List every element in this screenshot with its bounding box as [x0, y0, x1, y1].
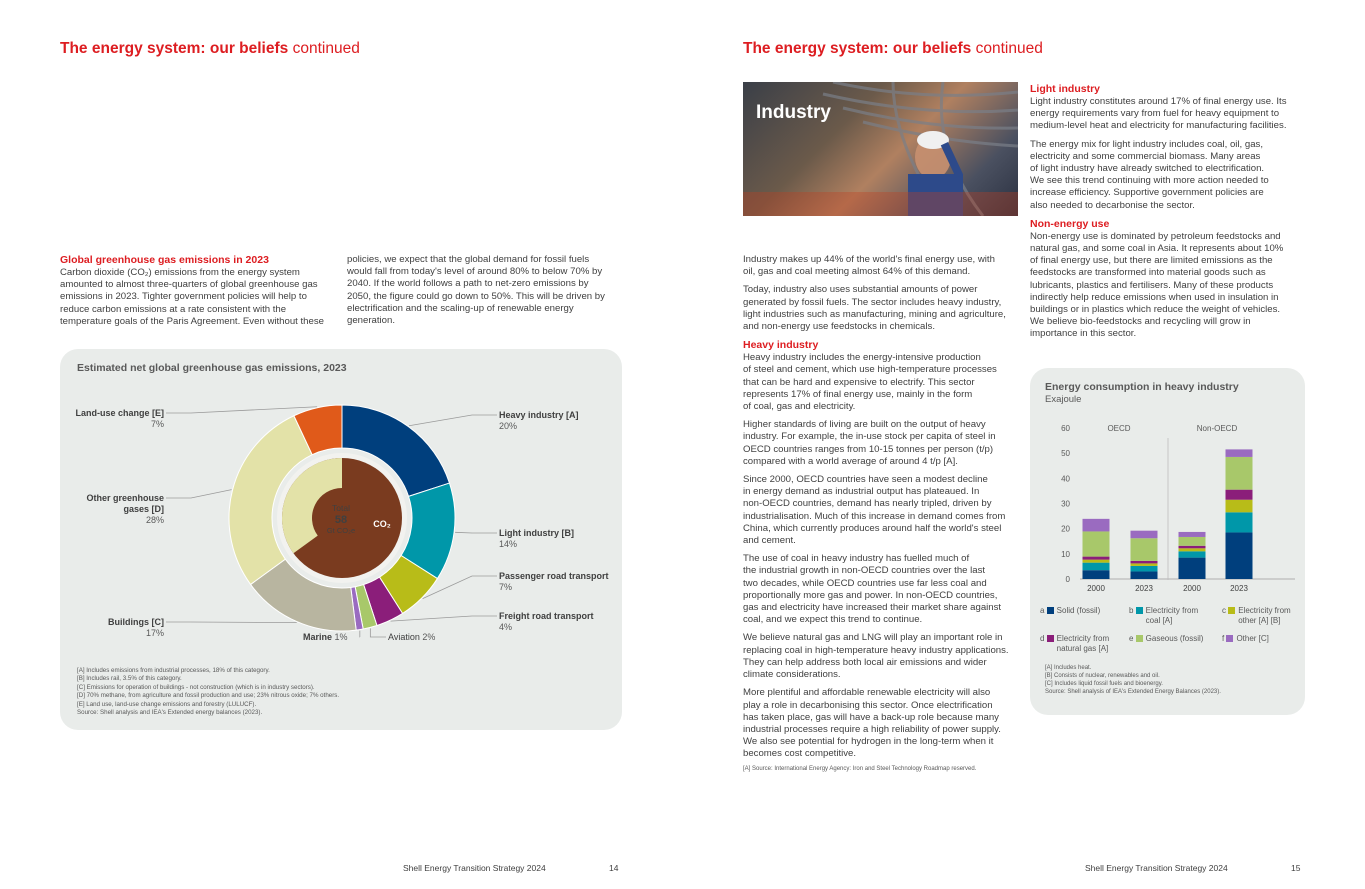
text-line: gas and electricity have increased their market share against	[743, 602, 1002, 614]
text-line: proportionally more gas and power. In non-OECD countries,	[743, 589, 998, 601]
legend-item	[1040, 606, 1119, 616]
leader-line	[166, 407, 317, 413]
text-line: They can help address both local air emissions and wider	[743, 656, 987, 668]
page-title-right	[743, 40, 1043, 58]
legend-swatch	[1136, 607, 1143, 614]
text-line: natural gas, and some coal in Asia. It represents about 10%	[1030, 243, 1284, 255]
text-line: increase efficiency. Supportive government policies are	[1030, 187, 1264, 199]
paragraph	[743, 687, 1023, 760]
industry-photo	[743, 82, 1018, 216]
ghg-text-column-2	[347, 254, 622, 327]
ghg-footnotes: [A] Includes emissions from industrial processes, 18% of this category. [B] Includes rail, 3.5% of this category. [C] Emissions for operation of buildings - not construction (which is in industry sectors). [D] 70% methane, from agriculture and fossil production and use; 23% nitrous oxide; 7% others. [E] Land use, land-use change emissions and forestry (LULUCF). Source: Shell analysis and IEA's Extended energy balances (2023).	[77, 667, 340, 717]
text-line: energy requirements vary from fuel for heavy equipment to	[1030, 108, 1280, 120]
paragraph	[1030, 96, 1305, 133]
bar-segment	[1179, 537, 1206, 546]
legend-swatch	[1226, 635, 1233, 642]
label-passenger-road: Passenger road transport 7%	[499, 571, 609, 592]
source-note: [A] Source: International Energy Agency: Iron and Steel Technology Roadmap reserved.	[743, 765, 977, 772]
page-title-left	[60, 40, 360, 58]
legend-key: c	[1222, 606, 1229, 615]
text-line: that can be hard and expensive to electrify. This sector	[743, 376, 975, 388]
paragraph	[1030, 231, 1305, 341]
label-heavy-industry: Heavy industry [A] 20%	[499, 410, 579, 431]
bar-segment	[1083, 560, 1110, 563]
bar-segment	[1226, 512, 1253, 532]
legend-label: Gaseous (fossil)	[1145, 634, 1204, 643]
y-tick-label: 40	[1061, 474, 1070, 484]
y-tick-label: 0	[1065, 575, 1070, 584]
text-line: reduce carbon emissions at a rate consistent with the	[60, 303, 287, 315]
text-line: non-OECD countries, demand has nearly tripled, driven by	[743, 498, 992, 510]
bar-chart	[1030, 368, 1305, 598]
label-freight-road: Freight road transport 4%	[499, 611, 594, 632]
y-tick-label: 50	[1061, 449, 1070, 459]
label-other-ghg: Other greenhouse gases [D] 28%	[86, 493, 164, 525]
text-line: indirectly help reduce emissions when used in insulation in	[1030, 291, 1279, 303]
bar-segment	[1226, 500, 1253, 513]
bar-segment	[1131, 538, 1158, 561]
text-line: Light industry constitutes around 17% of final energy use. Its	[1030, 96, 1287, 107]
x-tick-label: 2023	[1230, 584, 1248, 593]
text-line: Non-energy use is dominated by petroleum feedstocks and	[1030, 230, 1281, 242]
ghg-chart-title: Estimated net global greenhouse gas emissions, 2023	[77, 362, 347, 374]
bar-segment	[1083, 563, 1110, 571]
bar-segment	[1179, 532, 1206, 537]
footer-page-right: 15	[1291, 863, 1301, 873]
text-line: compared with a world average of around 4 t/p [A].	[743, 455, 958, 467]
bar-segment	[1226, 532, 1253, 579]
text-line: represents 17% of final energy use, mainly in the form	[743, 388, 973, 400]
text-line: Higher standards of living are built on the output of heavy	[743, 419, 986, 431]
legend-swatch	[1047, 635, 1054, 642]
text-line: lubricants, plastics and fertilisers. Many of these products	[1030, 279, 1274, 291]
legend-key: a	[1040, 606, 1047, 615]
text-line: and non-energy use feedstocks in chemicals.	[743, 321, 935, 333]
bar-segment	[1226, 457, 1253, 490]
legend-key: b	[1129, 606, 1136, 615]
label-land-use: Land-use change [E] 7%	[75, 408, 164, 429]
legend-label: Solid (fossil)	[1056, 606, 1101, 615]
text-line: the industrial growth in non-OECD countries over the last	[743, 565, 986, 577]
legend-key: d	[1040, 634, 1047, 643]
bar-segment	[1179, 558, 1206, 579]
paragraph	[743, 419, 1023, 468]
group-label-oecd: OECD	[1107, 424, 1131, 433]
bar-segment	[1083, 570, 1110, 579]
text-line: importance in this sector.	[1030, 328, 1137, 340]
footer-page-left: 14	[609, 863, 619, 873]
text-line: of final energy use, but there are limited emissions as the	[1030, 255, 1273, 267]
text-line: We also see potential for hydrogen in the long-term when it	[743, 736, 994, 748]
legend-item	[1040, 634, 1119, 654]
text-line: becomes cost competitive.	[743, 748, 857, 760]
bar-segment	[1131, 571, 1158, 579]
legend-item	[1129, 606, 1208, 626]
text-line: generated by fossil fuels. The sector includes heavy industry,	[743, 296, 1002, 308]
bar-footnotes: [A] Includes heat. [B] Consists of nuclear, renewables and oil. [C] Includes liquid fossil fuels and bioenergy. Source: Shell analysis of IEA's Extended Energy Balances (2023).	[1045, 665, 1221, 695]
text-line: emissions in 2023. Tighter government policies will help to	[60, 291, 307, 303]
leader-line	[409, 415, 497, 426]
paragraph	[743, 352, 1023, 413]
text-line: More plentiful and affordable renewable electricity will also	[743, 687, 991, 699]
heavy-industry-heading: Heavy industry	[743, 339, 819, 352]
text-line: The use of coal in heavy industry has fuelled much of	[743, 553, 970, 565]
legend-label: Electricity from coal [A]	[1145, 606, 1199, 625]
label-buildings: Buildings [C] 17%	[108, 617, 164, 638]
text-line: generation.	[347, 315, 396, 327]
bar-chart-unit: Exajoule	[1045, 394, 1082, 405]
legend-label: Electricity from other [A] [B]	[1238, 606, 1291, 625]
legend-swatch	[1047, 607, 1054, 614]
paragraph	[1030, 139, 1305, 212]
text-line: policies, we expect that the global demand for fossil fuels	[347, 254, 590, 265]
text-line: industrialisation. Much of this increase in demand comes from	[743, 510, 1006, 522]
text-line: of light industry have already switched to electrification.	[1030, 163, 1265, 175]
text-line: We believe bio-feedstocks and recycling will grow in	[1030, 316, 1251, 328]
text-line: 2040. If the world follows a path to net-zero emissions by	[347, 278, 589, 290]
text-line: replacing coal in high-temperature heavy industry applications.	[743, 644, 1009, 656]
text-line: Today, industry also uses substantial amounts of power	[743, 284, 978, 296]
non-energy-heading: Non-energy use	[1030, 217, 1110, 230]
legend-item	[1222, 606, 1300, 626]
bar-segment	[1083, 557, 1110, 560]
label-light-industry: Light industry [B] 14%	[499, 528, 574, 549]
y-tick-label: 10	[1061, 549, 1070, 559]
text-line: play a role in decarbonising this sector. Once electrification	[743, 699, 993, 711]
legend-item	[1129, 634, 1208, 644]
text-line: electricity and some commercial biomass. Many areas	[1030, 150, 1261, 162]
center-total-unit: Gt CO₂e	[326, 526, 356, 535]
legend-key: f	[1222, 634, 1227, 643]
text-line: of steel and cement, which use high-temperature processes	[743, 364, 997, 376]
text-line: climate considerations.	[743, 669, 841, 681]
bar-segment	[1083, 531, 1110, 556]
text-line: also needed to decarbonise the sector.	[1030, 199, 1195, 211]
text-line: China, which currently produces around half the world's steel	[743, 522, 1002, 534]
heavy-industry-chart-panel	[1030, 368, 1305, 715]
text-line: in energy demand as industrial output has plateaued. In	[743, 486, 980, 498]
y-tick-label: 30	[1061, 499, 1070, 509]
industry-side-text	[1030, 83, 1305, 347]
title-continued: continued	[975, 40, 1043, 57]
title-main: The energy system: our beliefs	[60, 40, 289, 57]
legend-swatch	[1228, 607, 1235, 614]
bar-segment	[1131, 566, 1158, 572]
bar-segment	[1179, 548, 1206, 551]
text-line: feedstocks are transformed into material goods such as	[1030, 267, 1266, 279]
title-continued: continued	[292, 40, 360, 57]
text-line: industrial processes require a high reliability of power supply.	[743, 723, 1001, 735]
light-industry-heading: Light industry	[1030, 83, 1100, 95]
paragraph	[743, 632, 1023, 681]
text-line: OECD countries ranges from 10-15 tonnes per person (t/p)	[743, 443, 994, 455]
legend-label: Other [C]	[1236, 634, 1269, 643]
text-line: We believe natural gas and LNG will play an important role in	[743, 632, 1003, 644]
title-main: The energy system: our beliefs	[743, 40, 972, 57]
co2-label: CO₂	[373, 519, 391, 529]
text-line: Since 2000, OECD countries have seen a modest decline	[743, 474, 988, 486]
bar-segment	[1179, 551, 1206, 557]
bar-segment	[1131, 531, 1158, 539]
label-marine: Marine 1%	[303, 632, 348, 642]
paragraph	[743, 284, 1023, 333]
text-line: 2050, the figure could go down to 50%. This will be driven by	[347, 290, 605, 302]
text-line: Industry makes up 44% of the world's final energy use, with	[743, 254, 995, 265]
bar-segment	[1226, 490, 1253, 500]
leader-line	[166, 490, 232, 498]
x-tick-label: 2023	[1135, 584, 1153, 593]
x-tick-label: 2000	[1183, 584, 1201, 593]
legend-key: e	[1129, 634, 1136, 643]
text-line: of coal, gas and electricity.	[743, 401, 856, 413]
legend-swatch	[1136, 635, 1143, 642]
ghg-body-2	[347, 254, 622, 327]
leader-line	[455, 532, 497, 533]
y-tick-label: 20	[1061, 524, 1070, 534]
center-total-value: 58	[334, 514, 348, 526]
text-line: industry. For example, the in-use stock per capita of steel in	[743, 431, 996, 443]
text-line: and cement.	[743, 535, 796, 547]
legend-label: Electricity from natural gas [A]	[1056, 634, 1110, 653]
text-line: Heavy industry includes the energy-intensive production	[743, 352, 981, 364]
text-line: oil, gas and coal meeting almost 64% of this demand.	[743, 266, 971, 278]
legend-item	[1222, 634, 1298, 644]
y-tick-label: 60	[1061, 424, 1070, 433]
ghg-heading: Global greenhouse gas emissions in 2023	[60, 254, 269, 266]
label-aviation: Aviation 2%	[388, 632, 436, 642]
text-line: amounted to almost three-quarters of global greenhouse gas	[60, 279, 318, 291]
paragraph	[743, 474, 1023, 547]
text-line: light industries such as manufacturing, mining and agriculture,	[743, 308, 1006, 320]
paragraph	[743, 553, 1023, 626]
ghg-body-1	[60, 267, 335, 328]
footer-doc-right: Shell Energy Transition Strategy 2024	[1085, 863, 1228, 873]
bar-segment	[1083, 519, 1110, 532]
group-label-non-oecd: Non-OECD	[1196, 424, 1238, 433]
text-line: coal, and we expect this trend to continue.	[743, 614, 923, 626]
text-line: has taken place, gas will have a back-up role because many	[743, 711, 999, 723]
x-tick-label: 2000	[1087, 584, 1105, 593]
bar-segment	[1226, 449, 1253, 457]
center-total-label: Total	[332, 503, 350, 513]
text-line: medium-level heat and electricity for manufacturing facilities.	[1030, 120, 1287, 132]
ghg-chart-panel	[60, 349, 622, 730]
text-line: Carbon dioxide (CO₂) emissions from the energy system	[60, 267, 300, 278]
footer-doc-left: Shell Energy Transition Strategy 2024	[403, 863, 546, 873]
bar-chart-title: Energy consumption in heavy industry	[1045, 381, 1239, 393]
leader-line	[166, 622, 297, 623]
bar-segment	[1131, 563, 1158, 566]
text-line: We see this trend continuing with more action needed to	[1030, 175, 1269, 187]
bar-segment	[1131, 561, 1158, 564]
leader-line	[391, 616, 497, 621]
paragraph	[743, 254, 1023, 278]
leader-line	[370, 628, 386, 637]
text-line: buildings or in plastics which reduce the weight of vehicles.	[1030, 304, 1281, 316]
ghg-text-column-1	[60, 254, 335, 328]
text-line: electrification and the scaling-up of renewable energy	[347, 302, 574, 314]
text-line: The energy mix for light industry includes coal, oil, gas,	[1030, 138, 1264, 150]
industry-main-text	[743, 254, 1023, 773]
text-line: temperature goals of the Paris Agreement. Even without these	[60, 315, 324, 327]
bar-segment	[1179, 546, 1206, 549]
text-line: two decades, while OECD countries use far less coal and	[743, 577, 987, 589]
photo-label: Industry	[756, 102, 831, 123]
text-line: would fall from today's level of around 80% to below 70% by	[347, 266, 603, 278]
